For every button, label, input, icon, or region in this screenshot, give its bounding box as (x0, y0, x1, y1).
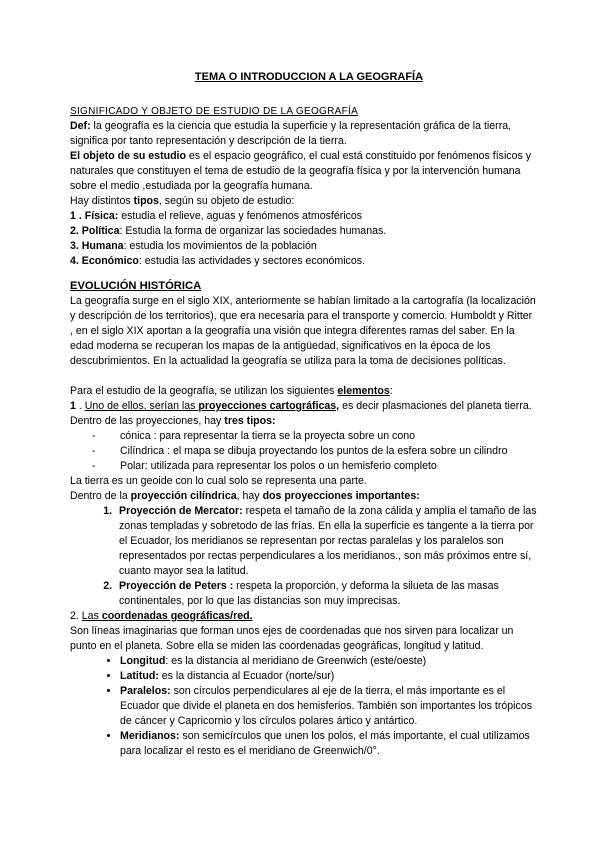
objeto-text: es el espacio geográfico, el cual está constituido por fenómenos físicos y naturales que constituyen el tema de estudio de la geografía física y por la intervención humana sobre el medio ,estudiada por la geografía humana. (70, 150, 532, 192)
proyecciones-tipos-list (70, 429, 538, 474)
geoide-text: La tierra es un geoide con lo cual solo se representa una parte. (70, 475, 367, 487)
coordenadas-list (70, 654, 538, 759)
objeto-label: El objeto de su estudio (70, 150, 186, 162)
document-content (70, 70, 538, 759)
proyecciones-paragraph: 1 . Uno de ellos, serían las proyecciones cartográficas, es decir plasmaciones del planeta tierra. Dentro de las proyecciones, hay tres tipos: (70, 400, 532, 427)
tipo-item: 2. Política: Estudia la forma de organizar las sociedades humanas. (70, 225, 387, 237)
tipo-item: 1 . Física: estudia el relieve, aguas y fenómenos atmosféricos (70, 210, 363, 222)
blank-line (70, 369, 538, 384)
list-item: - cónica : para representar la tierra se la proyecta sobre un cono (92, 429, 538, 444)
section-subheading: SIGNIFICADO Y OBJETO DE ESTUDIO DE LA GEOGRAFÍA (70, 106, 359, 117)
tipo-item: 4. Económico: estudia las actividades y sectores económicos. (70, 255, 365, 267)
definition-text: la geografía es la ciencia que estudia la superficie y la representación gráfica de la tierra, significa por tanto representación y descripción de la tierra. (70, 120, 512, 147)
proyecciones-importantes-list (70, 504, 538, 609)
definition-label: Def: (70, 120, 91, 132)
list-item: • Meridianos: son semicírculos que unen los polos, el más importante, el cual utilizamos para localizar el resto es el meridiano de Greenwich/0°. (120, 729, 538, 759)
coordenadas-paragraph: Son líneas imaginarias que forman unos ejes de coordenadas que nos sirven para localizar un punto en el planeta. Sobre ella se miden las coordenadas geográficas, longitud y latitud. (70, 625, 514, 652)
list-item: • Paralelos: son círculos perpendiculares al eje de la tierra, el más importante es el Ecuador que divide el planeta en dos hemisferios. También son importantes los trópicos de cáncer y Capricornio y los círculos polares ártico y antártico. (120, 684, 538, 729)
list-item: • Latitud: es la distancia al Ecuador (norte/sur) (120, 669, 538, 684)
list-item: - Cilíndrica : el mapa se dibuja proyectando los puntos de la esfera sobre un cilindro (92, 444, 538, 459)
page-title: TEMA O INTRODUCCION A LA GEOGRAFÍA (194, 71, 424, 83)
elementos-intro: Para el estudio de la geografía, se utilizan los siguientes elementos: (70, 385, 393, 397)
cilindrica-intro: Dentro de la proyección cilíndrica, hay dos proyecciones importantes: (70, 490, 420, 502)
tipos-intro: Hay distintos tipos, según su objeto de estudio: (70, 195, 295, 207)
list-item: - Polar: utilizada para representar los polos o un hemisferio completo (92, 459, 538, 474)
evolucion-paragraph: La geografía surge en el siglo XIX, anteriormente se habían limitado a la cartografía (la localización y descripción de los territorios), que era necesaria para el transporte y comercio. Humboldt y Ritter , en el siglo XIX aportan a la geografía una visión que integra diferentes ramas del saber. En la edad moderna se recuperan los mapas de la antigüedad, significativos en la época de los descubrimientos. En la actualidad la geografía se utiliza para la toma de decisiones políticas. (70, 295, 536, 367)
definition-paragraph (70, 119, 538, 149)
evolucion-heading: EVOLUCIÓN HISTÓRICA (70, 280, 202, 292)
coordenadas-heading: 2. Las coordenadas geográficas/red. (70, 610, 253, 622)
list-item: 2. Proyección de Peters : respeta la proporción, y deforma la silueta de las masas continentales, por lo que las distancias son muy imprecisas. (115, 579, 538, 609)
list-item: 1. Proyección de Mercator: respeta el tamaño de la zona cálida y amplía el tamaño de las zonas templadas y sobretodo de las frías. En ella la superficie es tangente a la tierra por el Ecuador, los meridianos se representan por rectas paralelas y los paralelos son representados por rectas perpendiculares a los meridianos., son más próximos entre sí, cuanto mayor sea la latitud. (115, 504, 538, 579)
list-item: • Longitud: es la distancia al meridiano de Greenwich (este/oeste) (120, 654, 538, 669)
tipo-item: 3. Humana: estudia los movimientos de la población (70, 240, 317, 252)
objeto-paragraph (70, 149, 538, 194)
